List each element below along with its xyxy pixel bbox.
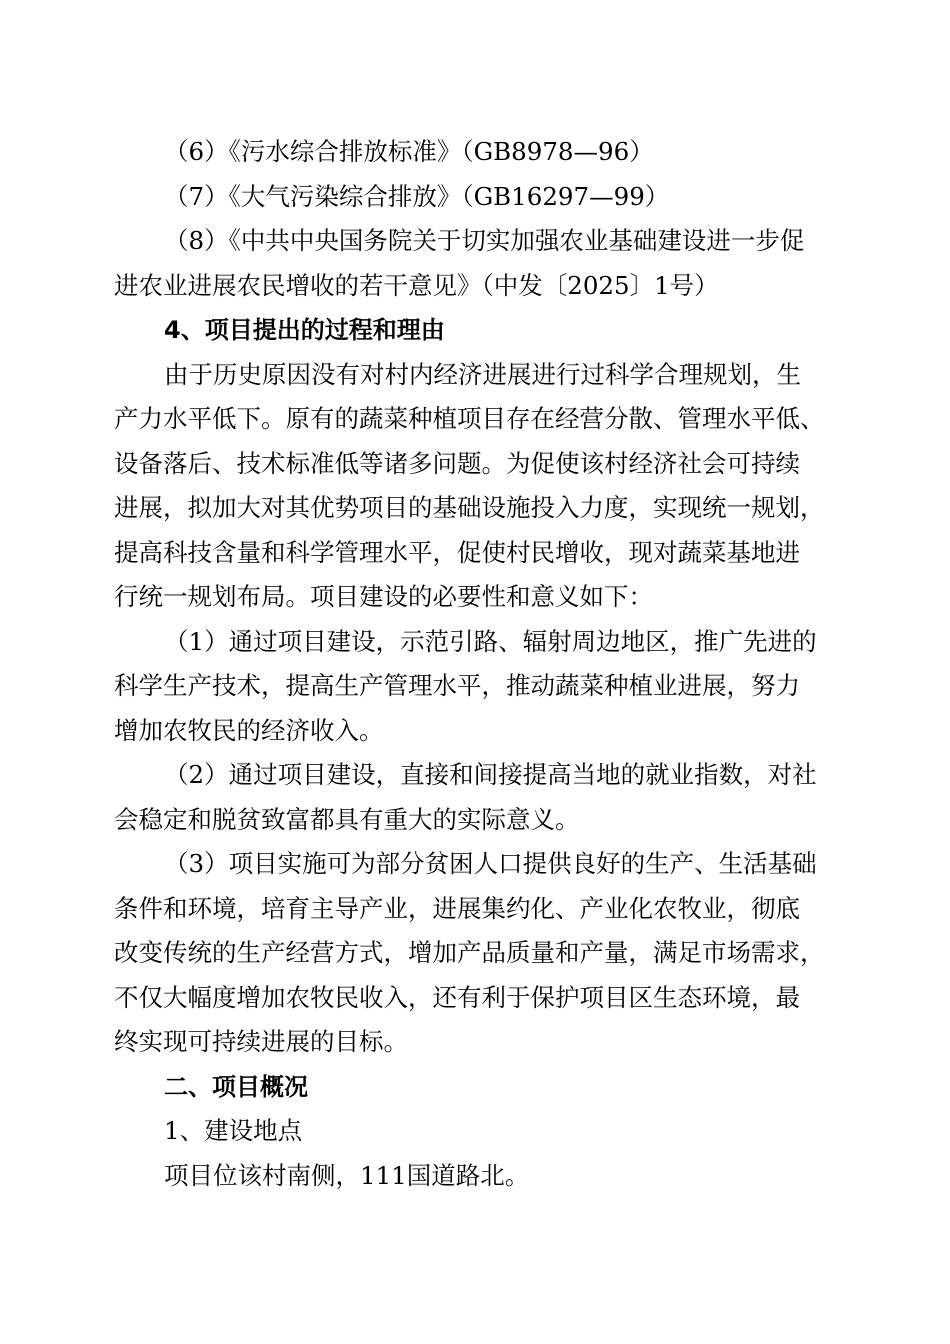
- section-heading-project-overview: 二、项目概况: [164, 1072, 308, 1101]
- paragraph-reason-line-6: 行统一规划布局。项目建设的必要性和意义如下：: [114, 582, 653, 611]
- standard-item-7: （7）《大气污染综合排放》（GB16297—99）: [164, 181, 670, 211]
- significance-item-1-line-2: 科学生产技术，提高生产管理水平，推动蔬菜种植业进展，努力: [114, 671, 800, 700]
- paragraph-site-location: 项目位该村南侧，111国道路北。: [164, 1160, 530, 1190]
- significance-item-3-line-3: 改变传统的生产经营方式，增加产品质量和产量，满足市场需求，: [114, 938, 825, 967]
- significance-item-1-line-1: （1）通过项目建设，示范引路、辐射周边地区，推广先进的: [164, 626, 817, 656]
- paragraph-reason-line-3: 设备落后、技术标准低等诸多问题。为促使该村经济社会可持续: [114, 448, 800, 478]
- standard-item-8-line-1: （8）《中共中央国务院关于切实加强农业基础建设进一步促: [164, 226, 805, 255]
- paragraph-reason-line-4: 进展，拟加大对其优势项目的基础设施投入力度，实现统一规划，: [114, 493, 825, 522]
- significance-item-3-line-4: 不仅大幅度增加农牧民收入，还有利于保护项目区生态环境，最: [114, 982, 800, 1012]
- document-body: [114, 130, 854, 1198]
- standard-item-8-line-2: 进农业进展农民增收的若干意见》（中发〔2025〕1号）: [114, 270, 719, 300]
- subheading-construction-site: 1、建设地点: [164, 1116, 303, 1145]
- section-heading-project-reason: 4、项目提出的过程和理由: [164, 316, 445, 344]
- significance-item-1-line-3: 增加农牧民的经济收入。: [114, 715, 384, 745]
- significance-item-3-line-5: 终实现可持续进展的目标。: [114, 1027, 408, 1056]
- significance-item-2-line-2: 会稳定和脱贫致富都具有重大的实际意义。: [114, 804, 580, 834]
- paragraph-reason-line-5: 提高科技含量和科学管理水平，促使村民增收，现对蔬菜基地进: [114, 537, 800, 567]
- significance-item-2-line-1: （2）通过项目建设，直接和间接提高当地的就业指数，对社: [164, 760, 817, 789]
- significance-item-3-line-1: （3）项目实施可为部分贫困人口提供良好的生产、生活基础: [164, 849, 817, 878]
- paragraph-reason-line-2: 产力水平低下。原有的蔬菜种植项目存在经营分散、管理水平低、: [114, 404, 825, 433]
- standard-item-6: （6）《污水综合排放标准》（GB8978—96）: [164, 137, 654, 166]
- significance-item-3-line-2: 条件和环境，培育主导产业，进展集约化、产业化农牧业，彻底: [114, 893, 800, 923]
- paragraph-reason-line-1: 由于历史原因没有对村内经济进展进行过科学合理规划，生: [164, 359, 801, 389]
